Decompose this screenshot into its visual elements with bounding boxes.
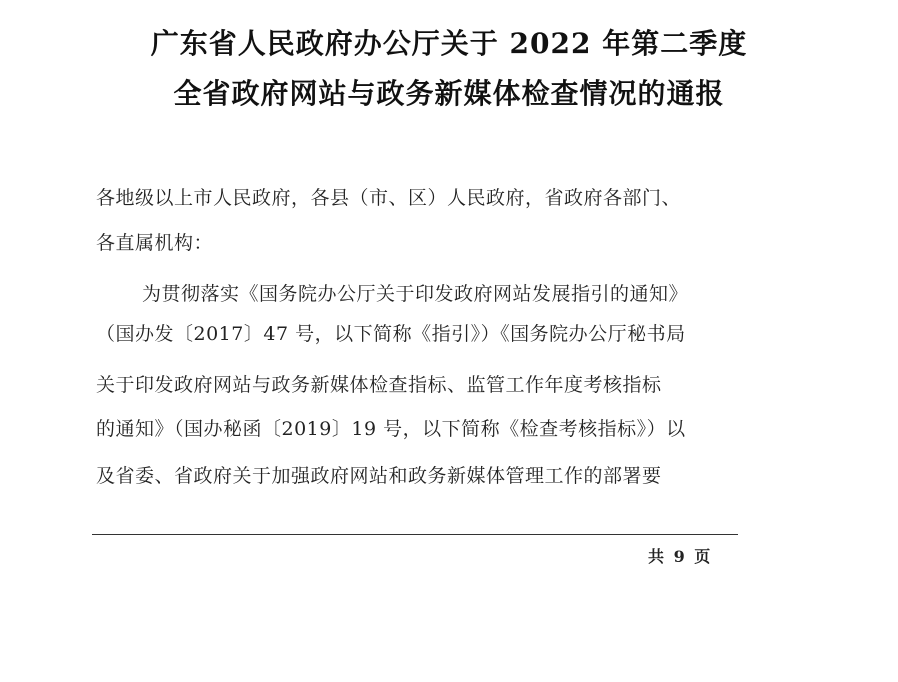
- footer-divider: [92, 534, 738, 535]
- document-title-line-2: 全省政府网站与政务新媒体检查情况的通报: [173, 77, 725, 110]
- body-paragraph-line-1: 为贯彻落实《国务院办公厅关于印发政府网站发展指引的通知》: [142, 283, 689, 305]
- page-count: 共 9 页: [648, 547, 713, 566]
- body-paragraph-line-5: 及省委、省政府关于加强政府网站和政务新媒体管理工作的部署要: [96, 465, 662, 487]
- salutation-line-1: 各地级以上市人民政府，各县（市、区）人民政府，省政府各部门、: [96, 187, 682, 209]
- document-title-line-1: 广东省人民政府办公厅关于 2022 年第二季度: [150, 27, 748, 60]
- body-paragraph-line-2: （国办发〔2017〕47 号，以下简称《指引》）《国务院办公厅秘书局: [96, 323, 686, 345]
- salutation-line-2: 各直属机构：: [96, 232, 214, 254]
- body-paragraph-line-4: 的通知》（国办秘函〔2019〕19 号，以下简称《检查考核指标》）以: [96, 418, 686, 440]
- body-paragraph-line-3: 关于印发政府网站与政务新媒体检查指标、监管工作年度考核指标: [96, 374, 662, 396]
